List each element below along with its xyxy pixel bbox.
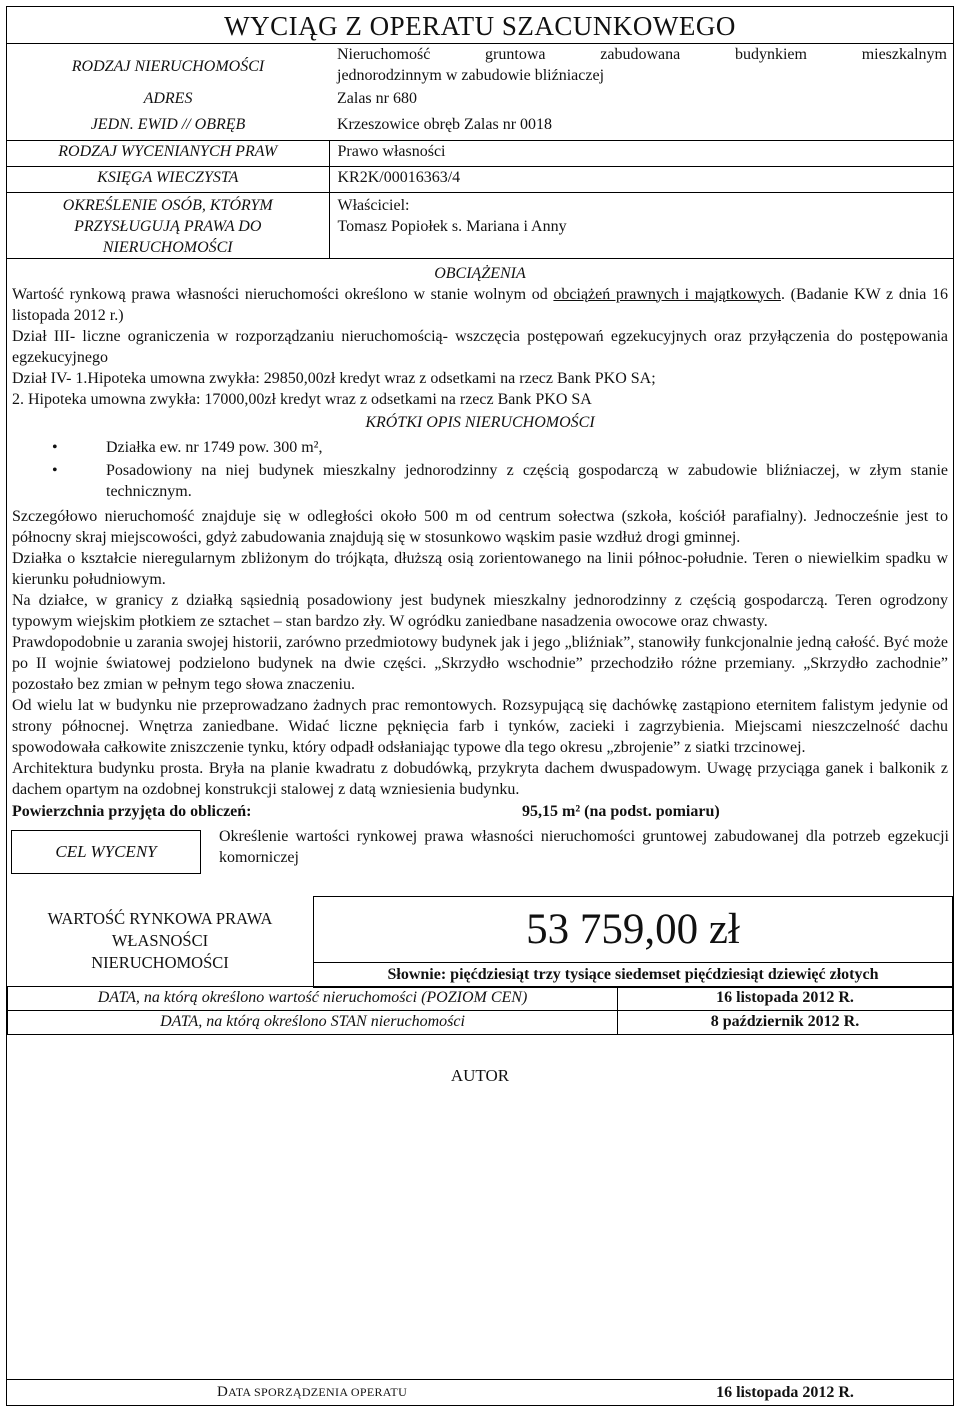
right-holders-label	[7, 192, 329, 258]
right-holders-label-line-2: PRZYSŁUGUJĄ PRAWA DO	[74, 217, 262, 235]
bullet-2-text: Posadowiony na niej budynek mieszkalny jednorodzinny z częścią gospodarczą w zabudowie bliźniaczej, w złym stanie technicznym.	[106, 461, 948, 500]
market-value-amount: 53 759,00 zł	[313, 896, 953, 962]
rights-value: Prawo własności	[329, 140, 953, 166]
description-paragraph-1: Szczegółowo nieruchomość znajduje się w odległości około 500 m od centrum sołectwa (szkoła, kościół parafialny). Jednocześnie jest to północny skraj miejscowości, gdyż zabudowania znajdują się w stosunkowo wąskim pasie wzdłuż drogi gminnej.	[12, 507, 948, 546]
report-date-label	[7, 1382, 617, 1403]
condition-date-value: 8 październik 2012 R.	[618, 1010, 953, 1034]
report-date-label-initial: D	[216, 1384, 229, 1400]
valuation-extract-page	[6, 6, 954, 1406]
bullet-dot-icon: •	[52, 461, 58, 479]
market-value-label-line-2: WŁASNOŚCI	[111, 930, 209, 950]
description-paragraph-5: Od wielu lat w budynku nie przeprowadzano żadnych prac remontowych. Rozsypującą się dachówkę zastąpiono eternitem falistym jedynie od strony północnej. Wnętrza zaniedbane. Widać liczne pęknięcia farb i tynków, zacieki i zagrzybienia. Miejscami nieszczelność dachu spowodowała całkowite zniszczenie tynku, który odpadł odsłaniając typowe dla tego okresu „zbrojenie” z siatki trzcinowej.	[12, 696, 948, 756]
encumbrances-text-b: . (Badanie KW z dnia 16 listopada 2012 r.)	[12, 285, 949, 324]
rights-label: RODZAJ WYCENIANYCH PRAW	[7, 140, 329, 166]
description-heading: KRÓTKI OPIS NIERUCHOMOŚCI	[365, 413, 595, 431]
encumbrances-section-iv-1: Dział IV- 1.Hipoteka umowna zwykła: 29850,00zł kredyt wraz z odsetkami na rzecz Bank PKO SA;	[12, 369, 656, 387]
bullet-dot-icon: •	[52, 438, 58, 456]
registry-unit-value: Krzeszowice obręb Zalas nr 0018	[337, 116, 553, 133]
owner-caption: Właściciel:	[337, 196, 410, 214]
description-paragraph-4: Prawdopodobnie u zarania swojej historii, zarówno przedmiotowy budynek jak i jego „bliźniak”, stanowiły funkcjonalnie jedną całość. Być może po II wojnie światowej podzielono budynek na dwie części. „Skrzydło wschodnie” przechodziło różne przemiany. „Skrzydło zachodnie” pozostało bez zmian w pełnym tego słowa znaczeniu.	[12, 633, 948, 693]
purpose-text: Określenie wartości rynkowej prawa własności nieruchomości gruntowej zabudowanej dla potrzeb egzekucji komorniczej	[219, 827, 949, 866]
market-value-label-line-3: NIERUCHOMOŚCI	[91, 952, 229, 972]
area-label: Powierzchnia przyjęta do obliczeń:	[12, 802, 252, 820]
owner-name: Tomasz Popiołek s. Mariana i Anny	[337, 217, 567, 235]
report-date-value: 16 listopada 2012 R.	[716, 1384, 854, 1401]
property-info-table	[7, 44, 953, 258]
price-level-date-value: 16 listopada 2012 R.	[618, 986, 953, 1010]
encumbrances-section-iii: Dział III- liczne ograniczenia w rozporządzaniu nieruchomością- wszczęcia postępowań egzekucyjnych oraz przyłączenia do postępowania egzekucyjnego	[12, 327, 948, 366]
footer-row	[7, 1379, 953, 1405]
land-register-value: KR2K/00016363/4	[329, 166, 953, 192]
dates-table	[7, 986, 953, 1035]
encumbrances-underlined-text: obciążeń prawnych i majątkowych	[553, 285, 781, 303]
address-label: ADRES	[143, 90, 193, 107]
bullet-1-text: Działka ew. nr 1749 pow. 300 m²,	[106, 438, 323, 456]
market-value-label	[7, 896, 313, 986]
property-type-value	[329, 44, 953, 88]
encumbrances-text-a: Wartość rynkową prawa własności nieruchomości określono w stanie wolnym od	[12, 285, 548, 303]
right-holders-label-line-1: OKREŚLENIE OSÓB, KTÓRYM	[62, 196, 273, 214]
price-level-date-label: DATA, na którą określono wartość nieruchomości (POZIOM CEN)	[8, 986, 618, 1010]
area-row	[12, 801, 948, 822]
purpose-label: CEL WYCENY	[11, 830, 201, 874]
document-title: WYCIĄG Z OPERATU SZACUNKOWEGO	[7, 7, 953, 44]
property-type-line-2: jednorodzinnym w zabudowie bliźniaczej	[337, 67, 605, 84]
registry-unit-label: JEDN. EWID // OBRĘB	[90, 116, 246, 133]
property-type-line-1: Nieruchomość gruntowa zabudowana budynkiem mieszkalnym	[337, 46, 947, 63]
description-paragraph-3: Na działce, w granicy z działką sąsiednią posadowiony jest budynek mieszkalny jednorodzinny z częścią gospodarczą. Teren ogrodzony typowym wiejskim płotkiem ze sztachet – stan bardzo zły. W ogródku zaniedbane nasadzenia owocowe oraz chwasty.	[12, 591, 948, 630]
encumbrances-heading: OBCIĄŻENIA	[434, 264, 526, 282]
market-value-section	[7, 896, 953, 986]
condition-date-label: DATA, na którą określono STAN nieruchomości	[8, 1010, 618, 1034]
document-body	[7, 258, 953, 822]
market-value-box	[313, 896, 953, 986]
description-paragraph-2: Działka o kształcie nieregularnym zbliżonym do trójkąta, dłuższą osią zorientowanego na linii północ-południe. Teren o niewielkim spadku w kierunku południowym.	[12, 549, 948, 588]
encumbrances-paragraph-1	[12, 284, 948, 326]
description-bullets	[12, 437, 948, 502]
purpose-section	[7, 826, 953, 874]
author-label: AUTOR	[450, 1065, 510, 1085]
description-bullet-2	[12, 460, 948, 502]
description-paragraph-6: Architektura budynku prosta. Bryła na planie kwadratu z dobudówką, przykryta dachem dwuspadowym. Uwagę przyciąga ganek i balkonik z dachem opartym na ozdobnej konstrukcji stalowej z datą wzniesienia budynku.	[12, 759, 948, 798]
description-bullet-1	[12, 437, 948, 458]
encumbrances-section-iv-2: 2. Hipoteka umowna zwykła: 17000,00zł kredyt wraz z odsetkami na rzecz Bank PKO SA	[12, 390, 592, 408]
market-value-in-words: Słownie: pięćdziesiąt trzy tysiące siedemset pięćdziesiąt dziewięć złotych	[313, 962, 953, 988]
right-holders-value	[329, 192, 953, 258]
address-value: Zalas nr 680	[337, 90, 417, 107]
property-type-label: RODZAJ NIERUCHOMOŚCI	[71, 57, 265, 75]
market-value-label-line-1: WARTOŚĆ RYNKOWA PRAWA	[47, 908, 273, 928]
right-holders-label-line-3: NIERUCHOMOŚCI	[102, 238, 233, 256]
land-register-label: KSIĘGA WIECZYSTA	[7, 166, 329, 192]
report-date-label-rest: ATA SPORZĄDZENIA OPERATU	[228, 1385, 408, 1399]
area-value: 95,15 m² (na podst. pomiaru)	[522, 802, 720, 820]
